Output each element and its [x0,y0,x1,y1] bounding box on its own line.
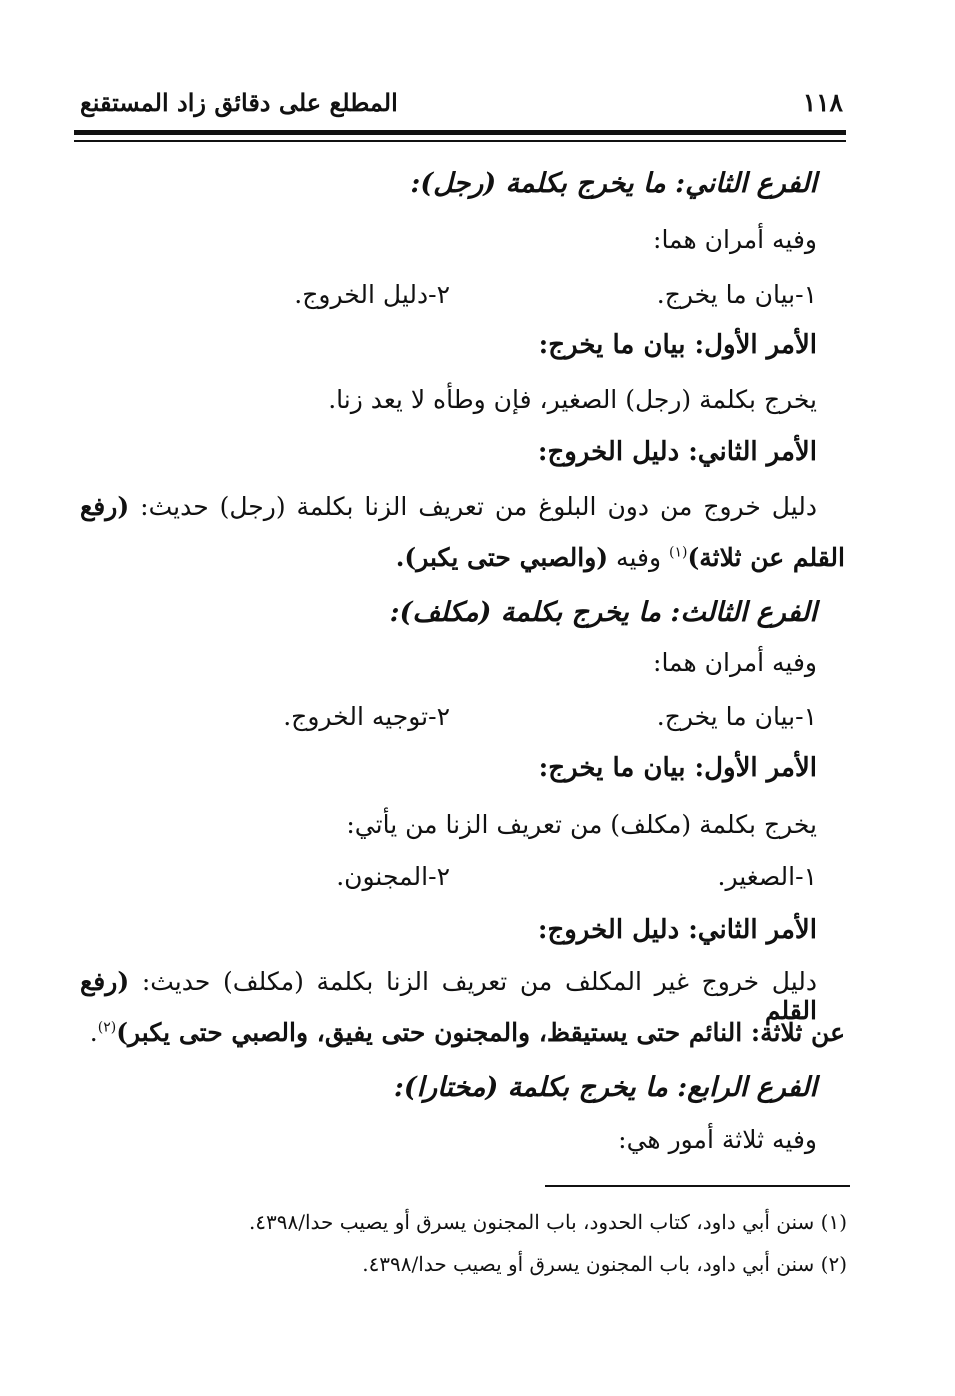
footnote-1: (١) سنن أبي داود، كتاب الحدود، باب المجنون يسرق أو يصيب حدا/٤٣٩٨. [248,1210,847,1234]
list-item-1: ١-بيان ما يخرج. [656,280,817,309]
paragraph-text: وفيه [616,543,662,572]
paragraph-line [80,967,817,1025]
subheading-first-matter: الأمر الأول: بيان ما يخرج: [538,753,817,783]
paragraph-text: . [89,1018,98,1047]
footnote-ref-1[interactable]: (١) [668,544,688,561]
section-intro: وفيه ثلاثة أمور هي: [618,1125,817,1154]
list-item-2: ٢-توجيه الخروج. [283,702,450,731]
subheading-second-matter: الأمر الثاني: دليل الخروج: [537,437,817,467]
paragraph-text: دليل خروج غير المكلف من تعريف الزنا بكلمة (مكلف) حديث: [141,967,817,996]
footnote-ref-2[interactable]: (٢) [97,1019,117,1036]
subheading-first-matter: الأمر الأول: بيان ما يخرج: [538,330,817,360]
hadith-quote: (رفع [80,492,130,521]
paragraph-line [90,1018,845,1047]
section-intro: وفيه أمران هما: [653,225,817,254]
section-heading-mukallaf: الفرع الثالث: ما يخرج بكلمة (مكلف): [389,597,817,628]
hadith-quote: القلم عن ثلاثة) [687,543,845,572]
page-number: ١١٨ [802,88,843,117]
hadith-quote: (رفع القلم [80,967,817,1025]
paragraph: يخرج بكلمة (رجل) الصغير، فإن وطأه لا يعد زنا. [328,385,817,414]
running-header-title: المطلع على دقائق زاد المستقنع [80,88,398,117]
hadith-quote: (والصبي حتى يكبر). [395,543,609,572]
section-heading-rajul: الفرع الثاني: ما يخرج بكلمة (رجل): [410,168,817,199]
list-item-2: ٢-المجنون. [336,862,450,891]
hadith-quote: عن ثلاثة: النائم حتى يستيقظ، والمجنون حتى يفيق، والصبي حتى يكبر) [116,1018,845,1047]
paragraph-text: دليل خروج من دون البلوغ من تعريف الزنا بكلمة (رجل) حديث: [140,492,817,521]
section-heading-mukhtar: الفرع الرابع: ما يخرج بكلمة (مختارا): [393,1072,817,1103]
footnote-2: (٢) سنن أبي داود، باب المجنون يسرق أو يصيب حدا/٤٣٩٨. [362,1252,847,1276]
paragraph: يخرج بكلمة (مكلف) من تعريف الزنا من يأتي: [346,810,817,839]
subheading-second-matter: الأمر الثاني: دليل الخروج: [537,915,817,945]
list-item-1: ١-بيان ما يخرج. [656,702,817,731]
header-rule-thick [74,130,846,135]
footnote-separator [545,1185,850,1187]
header-rule-thin [74,140,846,142]
list-item-2: ٢-دليل الخروج. [294,280,450,309]
paragraph-line [396,543,845,572]
list-item-1: ١-الصغير. [717,862,817,891]
paragraph-line [80,492,817,521]
section-intro: وفيه أمران هما: [653,648,817,677]
